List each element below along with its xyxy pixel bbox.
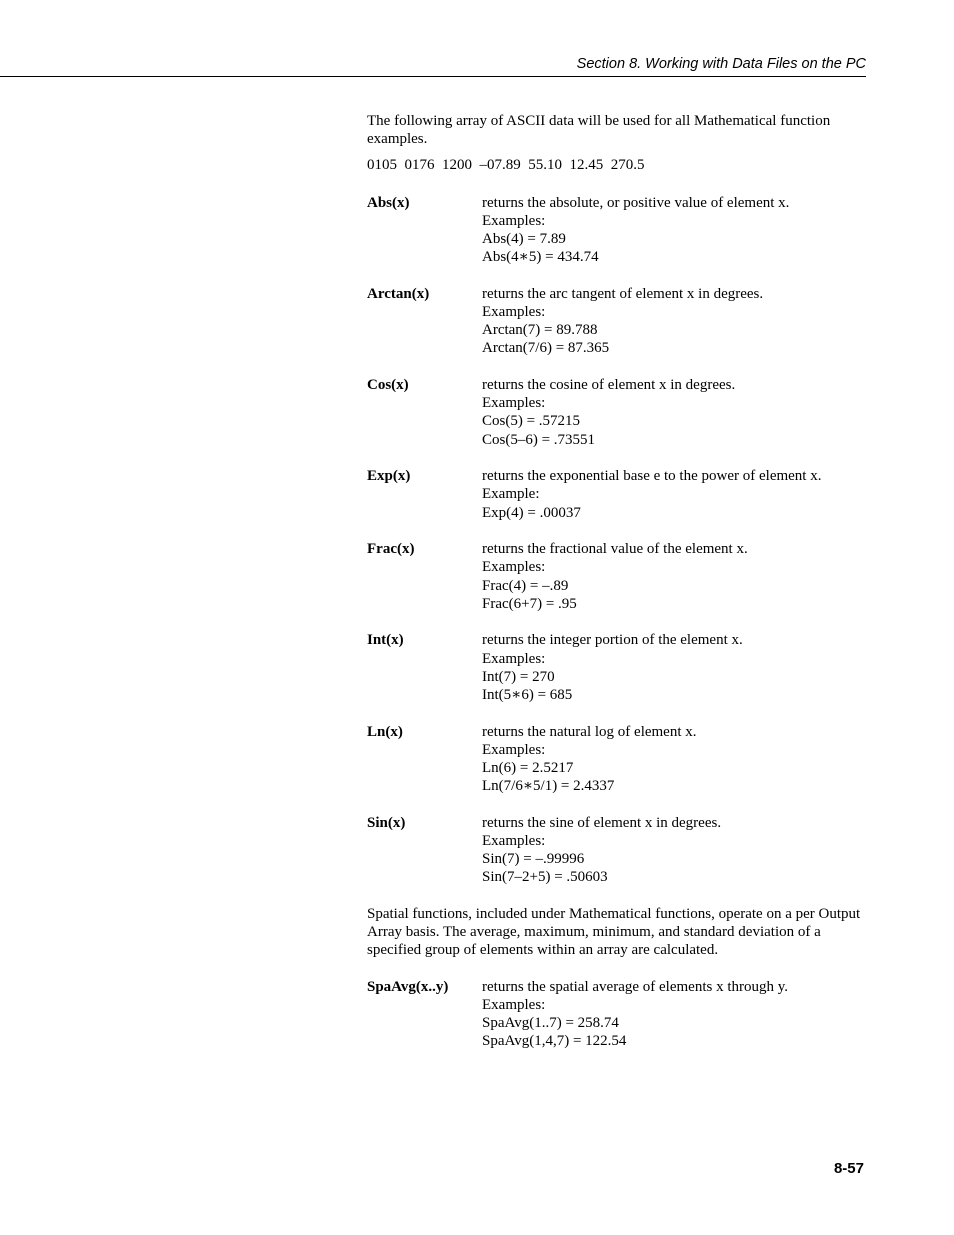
function-name: Abs(x): [367, 194, 410, 211]
example-line: Cos(5) = .57215: [482, 413, 581, 430]
function-entry: [367, 723, 867, 796]
function-desc-text: returns the spatial average of elements x through y.: [482, 978, 789, 995]
example-line: Frac(4) = –.89: [482, 577, 569, 594]
example-line: Arctan(7/6) = 87.365: [482, 340, 610, 357]
function-name: Int(x): [367, 632, 404, 649]
example-line: Cos(5–6) = .73551: [482, 431, 596, 448]
function-name: Cos(x): [367, 377, 409, 394]
example-line: Int(5∗6) = 685: [482, 687, 573, 704]
function-name: Arctan(x): [367, 285, 430, 302]
example-line: SpaAvg(1..7) = 258.74: [482, 1015, 619, 1032]
function-description: [482, 540, 867, 613]
function-entry: [367, 978, 867, 1051]
examples-label: Example:: [482, 486, 540, 503]
function-name: Sin(x): [367, 814, 406, 831]
function-desc-text: returns the exponential base e to the power of element x.: [482, 468, 822, 485]
function-name: Ln(x): [367, 723, 403, 740]
examples-label: Examples:: [482, 559, 546, 576]
page-header: [0, 54, 866, 77]
function-name: SpaAvg(x..y): [367, 978, 449, 995]
example-line: Abs(4) = 7.89: [482, 231, 566, 248]
page-content: [367, 112, 867, 1069]
function-description: [482, 285, 867, 358]
examples-label: Examples:: [482, 395, 546, 412]
function-entry: [367, 467, 867, 522]
function-desc-text: returns the fractional value of the element x.: [482, 541, 748, 558]
function-entry: [367, 814, 867, 887]
example-line: Sin(7–2+5) = .50603: [482, 869, 608, 886]
function-entry: [367, 376, 867, 449]
example-line: Exp(4) = .00037: [482, 504, 581, 521]
spatial-function-list: [367, 978, 867, 1051]
function-description: [482, 467, 867, 522]
examples-label: Examples:: [482, 304, 546, 321]
function-desc-text: returns the natural log of element x.: [482, 723, 697, 740]
example-line: Sin(7) = –.99996: [482, 851, 585, 868]
function-desc-text: returns the cosine of element x in degrees.: [482, 377, 736, 394]
ascii-data-array: 0105 0176 1200 –07.89 55.10 12.45 270.5: [367, 157, 645, 174]
examples-label: Examples:: [482, 650, 546, 667]
example-line: Arctan(7) = 89.788: [482, 322, 598, 339]
example-line: Ln(6) = 2.5217: [482, 760, 574, 777]
function-entry: [367, 631, 867, 704]
function-desc-text: returns the integer portion of the element x.: [482, 632, 743, 649]
function-description: [482, 631, 867, 704]
function-name: Exp(x): [367, 468, 411, 485]
section-title: Section 8. Working with Data Files on the PC: [576, 56, 866, 72]
function-name: Frac(x): [367, 541, 415, 558]
page-number: 8-57: [833, 1160, 864, 1177]
example-line: Ln(7/6∗5/1) = 2.4337: [482, 778, 615, 795]
function-entry: [367, 285, 867, 358]
function-list: [367, 194, 867, 887]
example-line: Int(7) = 270: [482, 668, 555, 685]
function-description: [482, 978, 867, 1051]
function-entry: [367, 540, 867, 613]
example-line: Abs(4∗5) = 434.74: [482, 249, 599, 266]
function-entry: [367, 194, 867, 267]
function-desc-text: returns the arc tangent of element x in degrees.: [482, 285, 764, 302]
spatial-intro-paragraph: Spatial functions, included under Mathematical functions, operate on a per Output Array basis. The average, maximum, minimum, and standard deviation of a specified group of elements within an array are calculated.: [367, 906, 861, 959]
examples-label: Examples:: [482, 212, 546, 229]
function-description: [482, 814, 867, 887]
function-description: [482, 194, 867, 267]
examples-label: Examples:: [482, 833, 546, 850]
example-line: SpaAvg(1,4,7) = 122.54: [482, 1033, 627, 1050]
intro-paragraph: The following array of ASCII data will be used for all Mathematical function examples.: [367, 113, 831, 148]
function-desc-text: returns the sine of element x in degrees.: [482, 814, 722, 831]
function-desc-text: returns the absolute, or positive value of element x.: [482, 194, 790, 211]
function-description: [482, 376, 867, 449]
examples-label: Examples:: [482, 741, 546, 758]
examples-label: Examples:: [482, 996, 546, 1013]
example-line: Frac(6+7) = .95: [482, 595, 577, 612]
function-description: [482, 723, 867, 796]
